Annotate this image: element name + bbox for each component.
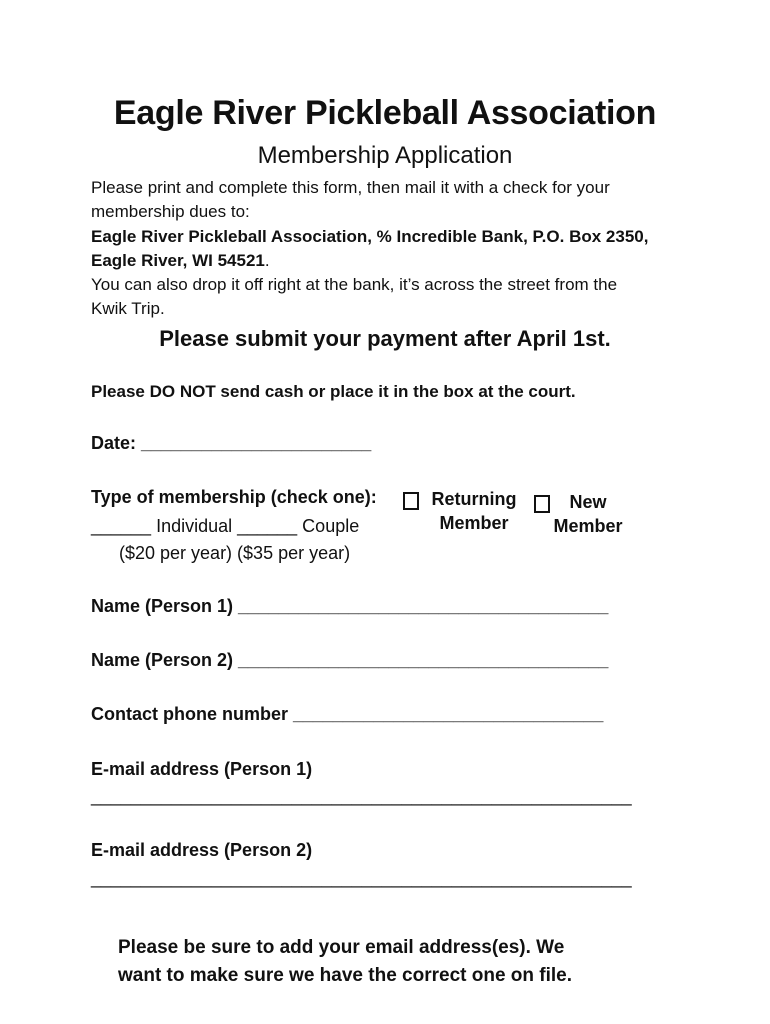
mailing-address-period: .	[264, 251, 270, 270]
name-person-1-field[interactable]: Name (Person 1) _____________________________________	[91, 596, 609, 616]
returning-member-checkbox[interactable]	[403, 492, 419, 510]
mailing-address-line-1: Eagle River Pickleball Association, % Incredible Bank, P.O. Box 2350,	[91, 227, 649, 246]
closing-line-2: want to make sure we have the correct one on file.	[118, 965, 573, 986]
intro-line-1: Please print and complete this form, then mail it with a check for your	[91, 178, 610, 197]
payment-notice: Please submit your payment after April 1st.	[159, 326, 611, 351]
intro-line-2: membership dues to:	[91, 202, 250, 221]
new-label-line-2: Member	[553, 516, 623, 536]
individual-couple-options[interactable]: ______ Individual ______ Couple	[91, 516, 360, 536]
date-field[interactable]: Date: _______________________	[91, 433, 372, 453]
form-title: Eagle River Pickleball Association	[113, 94, 657, 132]
cash-warning: Please DO NOT send cash or place it in the box at the court.	[91, 382, 576, 401]
email-person-1-label: E-mail address (Person 1)	[91, 759, 313, 779]
membership-type-label: Type of membership (check one):	[91, 487, 377, 507]
returning-label-line-2: Member	[439, 513, 509, 533]
new-member-label	[546, 490, 630, 538]
membership-prices: ($20 per year) ($35 per year)	[119, 543, 351, 563]
new-label-line-1: New	[569, 492, 607, 512]
returning-label-line-1: Returning	[431, 489, 517, 509]
drop-off-line-2: Kwik Trip.	[91, 299, 165, 318]
name-person-2-field[interactable]: Name (Person 2) _____________________________________	[91, 650, 609, 670]
email-person-2-label: E-mail address (Person 2)	[91, 840, 313, 860]
contact-phone-field[interactable]: Contact phone number _______________________________	[91, 704, 604, 724]
mailing-address-city: Eagle River, WI 54521	[91, 251, 265, 270]
email-person-2-line[interactable]: ______________________________________________________	[91, 868, 632, 888]
drop-off-line-1: You can also drop it off right at the bank, it’s across the street from the	[91, 275, 618, 294]
email-person-1-line[interactable]: ______________________________________________________	[91, 786, 632, 806]
returning-member-label	[426, 487, 522, 535]
mailing-address-line-2	[91, 249, 270, 273]
closing-line-1: Please be sure to add your email address(es). We	[118, 937, 565, 958]
form-subtitle: Membership Application	[257, 142, 513, 169]
